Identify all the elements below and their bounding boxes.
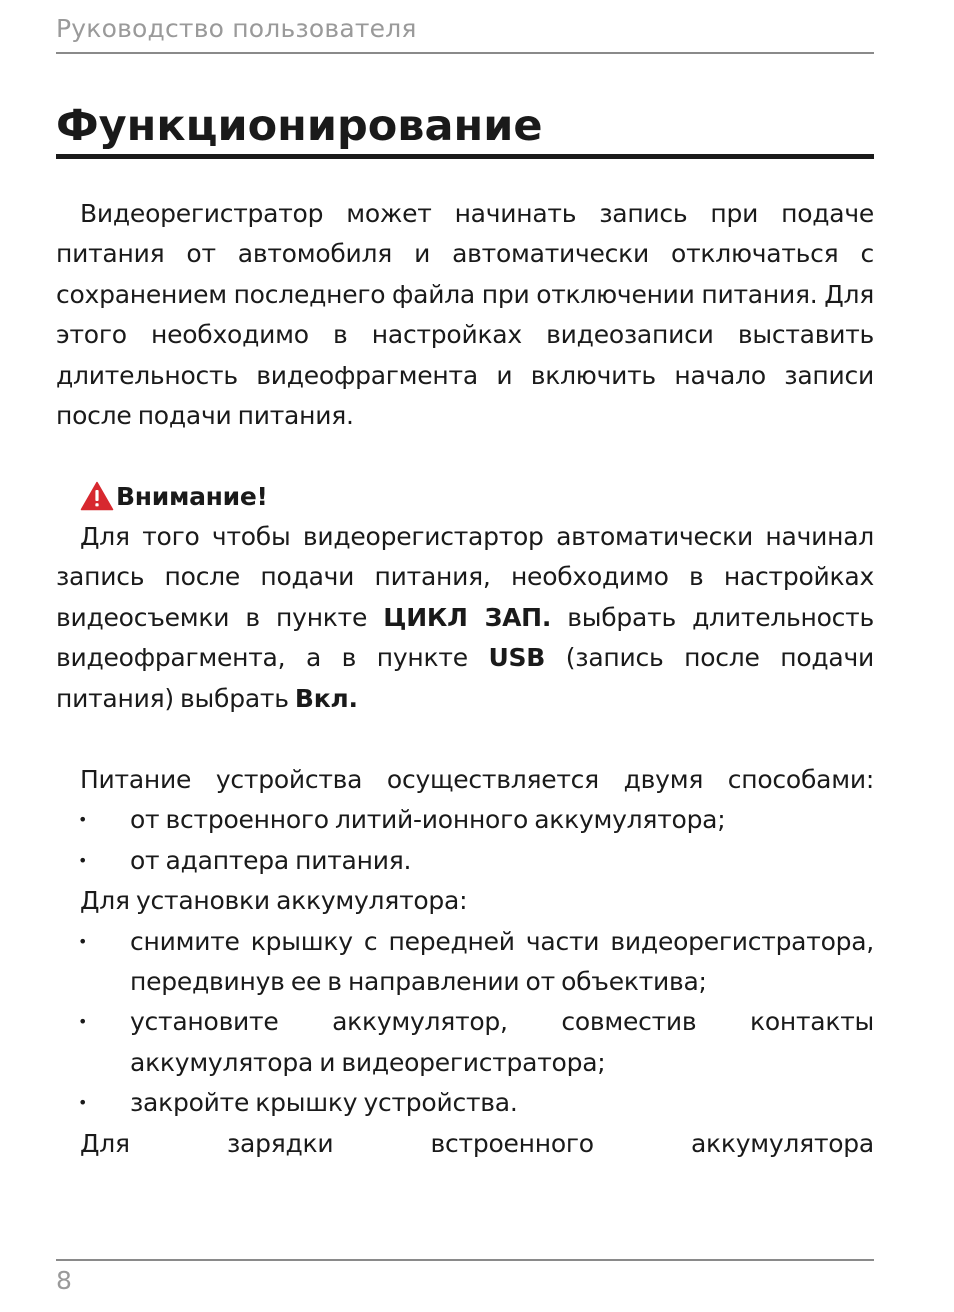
manual-page xyxy=(56,0,874,1312)
warning-heading xyxy=(80,476,268,516)
warning-triangle-icon xyxy=(80,481,114,511)
install-step-3: закройте крышку устройства. xyxy=(130,1088,518,1118)
menu-item-cycle-rec: ЦИКЛ ЗАП. xyxy=(383,602,552,632)
bullet-icon: • xyxy=(78,850,88,870)
list-item xyxy=(56,841,874,881)
intro-paragraph: Видеорегистратор может начинать запись при подаче питания от автомобиля и автоматически отключаться с сохранением последнего файла при отключении питания. Для этого необходимо в настройках видеозаписи выставить длительность видеофрагмента и включить начало записи после подачи питания. xyxy=(56,199,874,431)
list-item xyxy=(56,800,874,840)
warning-text-1: Для того чтобы видеорегистартор автоматически начинал запись после подачи питания, необходимо в настройках видеосъемки в пункте xyxy=(56,522,874,632)
install-step-2: установите аккумулятор, совместив контакты аккумулятора и видеорегистратора; xyxy=(130,1007,874,1077)
list-item xyxy=(56,1002,874,1083)
warning-label: Внимание! xyxy=(116,481,268,511)
power-section xyxy=(56,760,874,1164)
bullet-icon: • xyxy=(78,1012,88,1032)
list-item xyxy=(56,1083,874,1123)
title-underline xyxy=(56,154,874,159)
bullet-icon: • xyxy=(78,931,88,951)
power-source-1: от встроенного литий-ионного аккумулятора; xyxy=(130,805,726,835)
warning-text-3: (запись после подачи питания) выбрать xyxy=(56,643,875,713)
option-on: Вкл. xyxy=(294,683,358,713)
charging-line: Для зарядки встроенного аккумулятора xyxy=(80,1128,874,1158)
header-divider xyxy=(56,52,874,54)
footer-divider xyxy=(56,1259,874,1261)
power-intro: Питание устройства осуществляется двумя способами: xyxy=(80,765,874,794)
install-step-1: снимите крышку с передней части видеорегистратора, передвинув ее в направлении от объектива; xyxy=(130,926,874,997)
power-source-2: от адаптера питания. xyxy=(130,845,412,875)
warning-text-2: выбрать длительность видеофрагмента, а в пункте xyxy=(56,602,874,673)
warning-paragraph xyxy=(56,517,874,719)
bullet-icon: • xyxy=(78,1093,88,1113)
section-title: Функционирование xyxy=(56,101,543,151)
menu-item-usb: USB xyxy=(488,643,546,673)
list-item xyxy=(56,922,874,1003)
running-header: Руководство пользователя xyxy=(56,14,417,43)
install-intro: Для установки аккумулятора: xyxy=(80,886,468,916)
bullet-icon: • xyxy=(78,810,88,830)
page-number: 8 xyxy=(56,1266,72,1295)
